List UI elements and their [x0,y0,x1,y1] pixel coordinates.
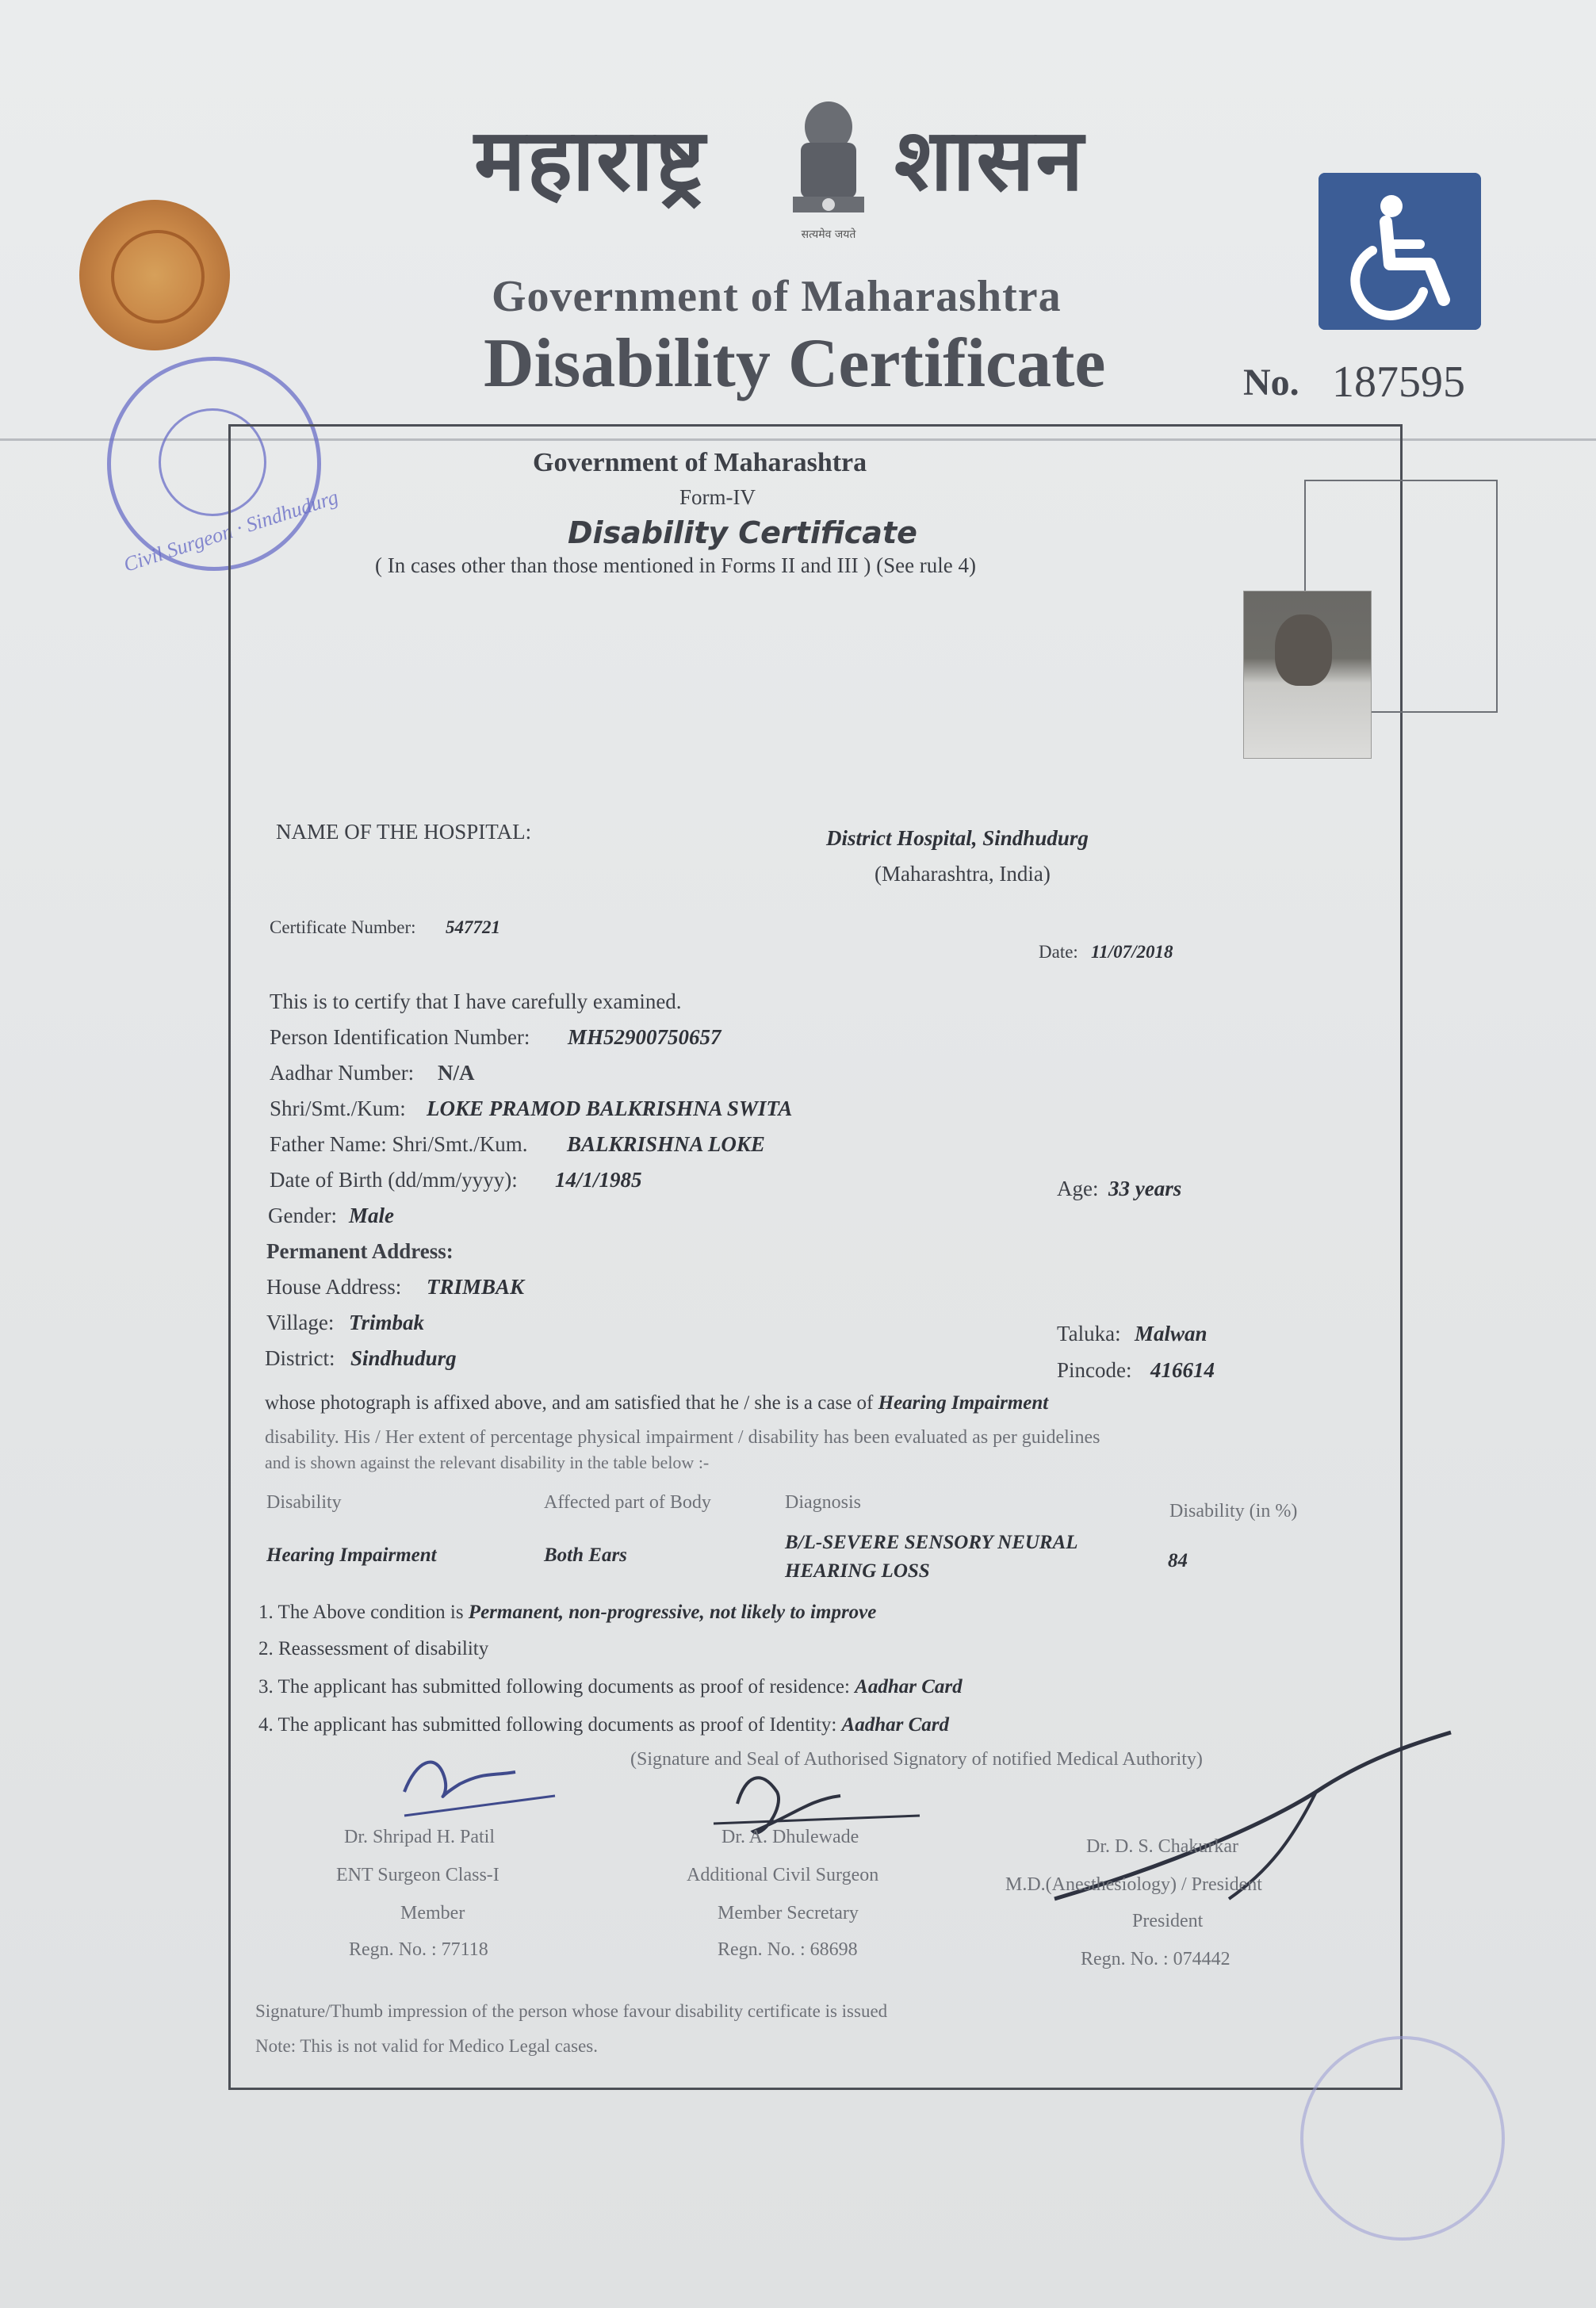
house-value: TRIMBAK [427,1275,525,1299]
marathi-title-right: शासन [894,114,1085,209]
sig3-post: President [1132,1911,1204,1931]
father-label: Father Name: Shri/Smt./Kum. [270,1132,528,1156]
cert-number-label: Certificate Number: [270,917,416,937]
aadhar-value: N/A [438,1061,475,1085]
condition-3-text: 3. The applicant has submitted following documents as proof of residence: [258,1676,850,1698]
sig3-name: Dr. D. S. Chakurkar [1086,1836,1238,1857]
dob-label: Date of Birth (dd/mm/yyyy): [270,1168,518,1192]
statement-line1-text: whose photograph is affixed above, and am satisfied that he / she is a case of [265,1392,874,1414]
condition-1-text: 1. The Above condition is [258,1602,464,1623]
table-cell-disability: Hearing Impairment [266,1544,437,1566]
number-label: No. [1243,362,1299,404]
marathi-title-left: महाराष्ट्र [474,114,707,209]
statement-line1 [265,1392,1048,1414]
photo-face [1275,614,1332,686]
form-gov-title: Government of Maharashtra [533,448,867,477]
taluka-value: Malwan [1135,1322,1208,1345]
hospital-location: (Maharashtra, India) [875,862,1051,886]
validity-note: Note: This is not valid for Medico Legal cases. [255,2036,599,2056]
condition-2: 2. Reassessment of disability [258,1638,489,1659]
statement-disability-type: Hearing Impairment [878,1392,1049,1414]
table-header-diagnosis: Diagnosis [785,1492,861,1513]
village-label: Village: [266,1311,335,1334]
sig2-role: Additional Civil Surgeon [687,1865,879,1885]
father-value: BALKRISHNA LOKE [567,1132,765,1156]
sig3-role: M.D.(Anesthesiology) / President [1005,1874,1262,1895]
condition-1 [258,1602,876,1624]
hospital-name: District Hospital, Sindhudurg [826,826,1089,850]
table-cell-percent: 84 [1168,1550,1188,1571]
condition-3 [258,1676,963,1698]
sig1-post: Member [400,1903,465,1923]
district-label: District: [265,1346,335,1370]
aadhar-label: Aadhar Number: [270,1061,415,1085]
seal-ring [111,230,205,323]
national-emblem-icon [777,95,880,246]
name-value: LOKE PRAMOD BALKRISHNA SWITA [427,1097,793,1120]
cert-number: 547721 [446,917,500,937]
age-value: 33 years [1108,1177,1182,1200]
sig2-regn: Regn. No. : 68698 [718,1939,858,1960]
house-label: House Address: [266,1275,402,1299]
table-cell-diagnosis-2: HEARING LOSS [785,1560,930,1582]
statement-line3: and is shown against the relevant disability in the table below :- [265,1453,710,1472]
form-title: Disability Certificate [568,515,917,550]
statement-line2: disability. His / Her extent of percentage physical impairment / disability has been evaluated as per guidelines [265,1427,1100,1448]
table-header-body: Affected part of Body [544,1492,711,1513]
condition-3-value: Aadhar Card [855,1676,963,1698]
condition-4-value: Aadhar Card [841,1714,949,1736]
sig3-regn: Regn. No. : 074442 [1081,1949,1230,1969]
condition-4-text: 4. The applicant has submitted following documents as proof of Identity: [258,1714,837,1736]
pid-value: MH52900750657 [568,1025,721,1049]
table-cell-diagnosis-1: B/L-SEVERE SENSORY NEURAL [785,1532,1078,1553]
taluka-label: Taluka: [1057,1322,1121,1345]
form-number: Form-IV [679,485,756,509]
address-heading: Permanent Address: [266,1239,454,1263]
number-value: 187595 [1332,358,1465,407]
gov-title: Government of Maharashtra [492,272,1062,321]
district-value: Sindhudurg [350,1346,457,1370]
signature-caption: (Signature and Seal of Authorised Signatory of notified Medical Authority) [630,1749,1203,1770]
village-value: Trimbak [349,1311,425,1334]
wheelchair-icon [1319,173,1481,330]
intro-line: This is to certify that I have carefully examined. [270,989,682,1013]
stamp-text: Civil Surgeon · Sindhudurg [121,485,342,576]
form-subtitle: ( In cases other than those mentioned in Forms II and III ) (See rule 4) [375,553,977,577]
thumb-impression-line: Signature/Thumb impression of the person whose favour disability certificate is issued [255,2001,888,2021]
table-cell-body: Both Ears [544,1544,627,1566]
emblem-caption: सत्यमेव जयते [801,228,856,241]
pincode-value: 416614 [1150,1358,1215,1382]
condition-1-value: Permanent, non-progressive, not likely to improve [468,1602,877,1623]
table-header-percent: Disability (in %) [1169,1501,1298,1521]
bottom-stamp [1300,2036,1505,2241]
sig1-role: ENT Surgeon Class-I [336,1865,499,1885]
hospital-label: NAME OF THE HOSPITAL: [276,820,532,844]
age-label: Age: [1057,1177,1099,1200]
sig2-post: Member Secretary [718,1903,859,1923]
pid-label: Person Identification Number: [270,1025,530,1049]
date-label: Date: [1039,942,1078,962]
table-header-disability: Disability [266,1492,342,1513]
sig1-regn: Regn. No. : 77118 [349,1939,488,1960]
date-value: 11/07/2018 [1091,942,1173,962]
gender-label: Gender: [268,1204,337,1227]
name-label: Shri/Smt./Kum: [270,1097,406,1120]
pincode-label: Pincode: [1057,1358,1132,1382]
dob-value: 14/1/1985 [555,1168,642,1192]
sig2-name: Dr. A. Dhulewade [721,1827,859,1847]
page-title: Disability Certificate [484,325,1106,402]
gender-value: Male [349,1204,394,1227]
sig1-name: Dr. Shripad H. Patil [344,1827,495,1847]
